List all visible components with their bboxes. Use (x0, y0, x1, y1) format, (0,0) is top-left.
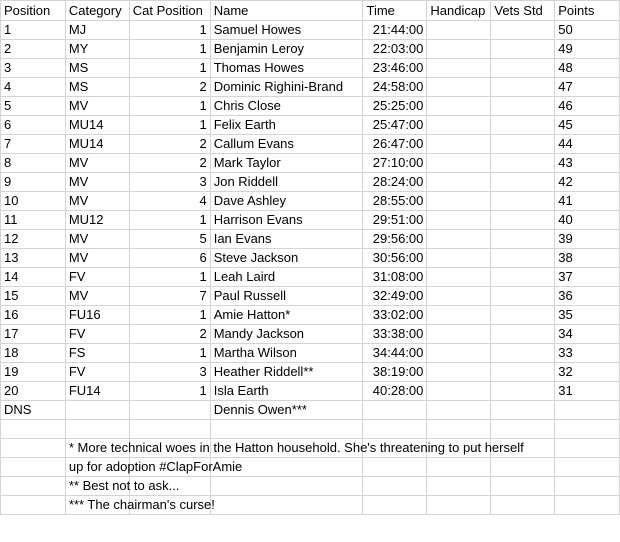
cell-cat-position[interactable]: 2 (129, 135, 210, 154)
cell-time[interactable]: 30:56:00 (363, 249, 427, 268)
cell-vets-std[interactable] (491, 363, 555, 382)
cell-cat-position[interactable]: 5 (129, 230, 210, 249)
cell-time[interactable]: 33:02:00 (363, 306, 427, 325)
table-row (1, 192, 620, 211)
cell-points[interactable]: 34 (555, 325, 620, 344)
cell-name[interactable]: Callum Evans (210, 135, 363, 154)
table-row (1, 21, 620, 40)
table-row (1, 306, 620, 325)
cell-category[interactable]: FV (65, 325, 129, 344)
cell-name[interactable]: Mark Taylor (210, 154, 363, 173)
table-row (1, 97, 620, 116)
cell-position[interactable]: 12 (1, 230, 66, 249)
cell-points[interactable]: 50 (555, 21, 620, 40)
cell-category[interactable]: MV (65, 230, 129, 249)
cell-position[interactable]: 8 (1, 154, 66, 173)
cell-handicap[interactable] (427, 382, 491, 401)
note-row (1, 496, 620, 515)
cell-position[interactable]: 13 (1, 249, 66, 268)
cell-points[interactable]: 36 (555, 287, 620, 306)
cell-cat-position[interactable]: 1 (129, 59, 210, 78)
cell-cat-position[interactable]: 1 (129, 382, 210, 401)
cell-points[interactable]: 47 (555, 78, 620, 97)
cell-time[interactable]: 33:38:00 (363, 325, 427, 344)
cell-name[interactable] (210, 477, 363, 496)
cell-vets-std[interactable] (491, 249, 555, 268)
cell-vets-std[interactable] (491, 420, 555, 439)
cell-points[interactable] (555, 458, 620, 477)
cell-category[interactable]: MU14 (65, 135, 129, 154)
note-row (1, 439, 620, 458)
cell-vets-std[interactable] (491, 287, 555, 306)
table-row (1, 40, 620, 59)
cell-time[interactable]: 26:47:00 (363, 135, 427, 154)
cell-handicap[interactable] (427, 59, 491, 78)
footnote-text: *** The chairman's curse! (68, 497, 215, 512)
cell-handicap[interactable] (427, 249, 491, 268)
cell-handicap[interactable] (427, 135, 491, 154)
table-row (1, 249, 620, 268)
cell-time[interactable]: 29:56:00 (363, 230, 427, 249)
cell-category[interactable]: MV (65, 154, 129, 173)
header-handicap[interactable]: Handicap (427, 1, 491, 21)
cell-cat-position[interactable]: 1 (129, 211, 210, 230)
cell-points[interactable]: 42 (555, 173, 620, 192)
cell-name[interactable] (210, 496, 363, 515)
cell-cat-position[interactable]: 1 (129, 306, 210, 325)
cell-cat-position[interactable]: 3 (129, 173, 210, 192)
cell-category[interactable]: MY (65, 40, 129, 59)
cell-handicap[interactable] (427, 344, 491, 363)
header-row (1, 1, 620, 21)
header-vets-std[interactable]: Vets Std (491, 1, 555, 21)
cell-category[interactable]: FS (65, 344, 129, 363)
header-name[interactable]: Name (210, 1, 363, 21)
cell-position[interactable]: 18 (1, 344, 66, 363)
cell-time[interactable] (363, 401, 427, 420)
blank-row (1, 420, 620, 439)
cell-handicap[interactable] (427, 173, 491, 192)
cell-vets-std[interactable] (491, 211, 555, 230)
cell-time[interactable] (363, 420, 427, 439)
cell-time[interactable]: 22:03:00 (363, 40, 427, 59)
cell-cat-position[interactable]: 6 (129, 249, 210, 268)
cell-points[interactable]: 41 (555, 192, 620, 211)
cell-cat-position[interactable]: 2 (129, 78, 210, 97)
cell-position[interactable]: 11 (1, 211, 66, 230)
cell-name[interactable] (210, 420, 363, 439)
cell-points[interactable]: 39 (555, 230, 620, 249)
cell-position[interactable] (1, 496, 66, 515)
cell-name[interactable]: Benjamin Leroy (210, 40, 363, 59)
cell-time[interactable]: 31:08:00 (363, 268, 427, 287)
cell-name[interactable]: Ian Evans (210, 230, 363, 249)
cell-handicap[interactable] (427, 420, 491, 439)
cell-vets-std[interactable] (491, 382, 555, 401)
cell-vets-std[interactable] (491, 78, 555, 97)
cell-handicap[interactable] (427, 268, 491, 287)
cell-name[interactable]: Mandy Jackson (210, 325, 363, 344)
cell-position[interactable]: 10 (1, 192, 66, 211)
cell-position[interactable]: 17 (1, 325, 66, 344)
cell-cat-position[interactable]: 2 (129, 325, 210, 344)
cell-category[interactable]: MS (65, 59, 129, 78)
cell-cat-position[interactable] (129, 420, 210, 439)
note-row (1, 477, 620, 496)
header-position[interactable]: Position (1, 1, 66, 21)
cell-points[interactable] (555, 420, 620, 439)
cell-points[interactable]: 48 (555, 59, 620, 78)
cell-position[interactable]: 4 (1, 78, 66, 97)
table-row (1, 211, 620, 230)
cell-category[interactable]: MS (65, 78, 129, 97)
cell-handicap[interactable] (427, 401, 491, 420)
cell-vets-std[interactable] (491, 268, 555, 287)
table-row (1, 154, 620, 173)
table-row (1, 344, 620, 363)
cell-category[interactable]: MU12 (65, 211, 129, 230)
cell-category[interactable]: FV (65, 268, 129, 287)
cell-vets-std[interactable] (491, 401, 555, 420)
cell-position[interactable] (1, 439, 66, 458)
cell-time[interactable]: 27:10:00 (363, 154, 427, 173)
cell-vets-std[interactable] (491, 116, 555, 135)
cell-time[interactable]: 28:24:00 (363, 173, 427, 192)
cell-category[interactable]: FU16 (65, 306, 129, 325)
cell-cat-position[interactable]: 1 (129, 97, 210, 116)
cell-name[interactable]: Dennis Owen*** (210, 401, 363, 420)
header-points[interactable]: Points (555, 1, 620, 21)
cell-handicap[interactable] (427, 154, 491, 173)
cell-handicap[interactable] (427, 40, 491, 59)
cell-time[interactable]: 21:44:00 (363, 21, 427, 40)
cell-position[interactable]: 2 (1, 40, 66, 59)
dns-row (1, 401, 620, 420)
table-row (1, 230, 620, 249)
cell-position[interactable] (1, 420, 66, 439)
cell-handicap[interactable] (427, 287, 491, 306)
cell-time[interactable] (363, 458, 427, 477)
cell-time[interactable]: 23:46:00 (363, 59, 427, 78)
footnote-text: * More technical woes in the Hatton household. She's threatening to put herself (68, 440, 524, 455)
cell-vets-std[interactable] (491, 97, 555, 116)
cell-name[interactable]: Jon Riddell (210, 173, 363, 192)
cell-points[interactable]: 38 (555, 249, 620, 268)
cell-position[interactable] (1, 458, 66, 477)
cell-vets-std[interactable] (491, 135, 555, 154)
cell-vets-std[interactable] (491, 40, 555, 59)
cell-vets-std[interactable] (491, 325, 555, 344)
cell-handicap[interactable] (427, 116, 491, 135)
cell-handicap[interactable] (427, 325, 491, 344)
cell-category[interactable] (65, 439, 524, 458)
cell-position[interactable] (1, 477, 66, 496)
cell-points[interactable] (555, 401, 620, 420)
cell-handicap[interactable] (427, 458, 491, 477)
cell-handicap[interactable] (427, 306, 491, 325)
cell-time[interactable]: 29:51:00 (363, 211, 427, 230)
cell-vets-std[interactable] (491, 306, 555, 325)
cell-handicap[interactable] (427, 97, 491, 116)
cell-position[interactable]: 1 (1, 21, 66, 40)
cell-category[interactable]: MJ (65, 21, 129, 40)
cell-vets-std[interactable] (491, 59, 555, 78)
cell-points[interactable]: 31 (555, 382, 620, 401)
header-cat-position[interactable]: Cat Position (129, 1, 210, 21)
cell-position[interactable]: 14 (1, 268, 66, 287)
cell-handicap[interactable] (427, 477, 491, 496)
cell-position[interactable]: DNS (1, 401, 66, 420)
cell-cat-position[interactable]: 4 (129, 192, 210, 211)
table-row (1, 78, 620, 97)
cell-name[interactable]: Thomas Howes (210, 59, 363, 78)
table-row (1, 135, 620, 154)
cell-cat-position[interactable]: 1 (129, 40, 210, 59)
table-row (1, 268, 620, 287)
cell-vets-std[interactable] (491, 192, 555, 211)
cell-category[interactable]: FU14 (65, 382, 129, 401)
cell-category[interactable] (65, 458, 243, 477)
header-time[interactable]: Time (363, 1, 427, 21)
cell-position[interactable]: 9 (1, 173, 66, 192)
cell-category[interactable]: MV (65, 287, 129, 306)
cell-category[interactable]: MV (65, 249, 129, 268)
cell-position[interactable]: 6 (1, 116, 66, 135)
table-row (1, 59, 620, 78)
table-row (1, 325, 620, 344)
cell-cat-position[interactable]: 1 (129, 344, 210, 363)
cell-name[interactable]: Felix Earth (210, 116, 363, 135)
cell-handicap[interactable] (427, 192, 491, 211)
table-row (1, 173, 620, 192)
cell-position[interactable]: 20 (1, 382, 66, 401)
cell-name[interactable]: Heather Riddell** (210, 363, 363, 382)
cell-points[interactable]: 33 (555, 344, 620, 363)
note-row (1, 458, 620, 477)
cell-points[interactable]: 49 (555, 40, 620, 59)
table-row (1, 287, 620, 306)
cell-handicap[interactable] (427, 363, 491, 382)
cell-points[interactable] (555, 477, 620, 496)
cell-name[interactable]: Steve Jackson (210, 249, 363, 268)
cell-points[interactable]: 45 (555, 116, 620, 135)
cell-handicap[interactable] (427, 211, 491, 230)
cell-points[interactable]: 35 (555, 306, 620, 325)
table-row (1, 363, 620, 382)
cell-category[interactable] (65, 477, 180, 496)
cell-vets-std[interactable] (491, 458, 555, 477)
cell-time[interactable] (363, 477, 427, 496)
cell-cat-position[interactable]: 1 (129, 268, 210, 287)
cell-handicap[interactable] (427, 230, 491, 249)
cell-vets-std[interactable] (491, 173, 555, 192)
cell-position[interactable]: 15 (1, 287, 66, 306)
cell-handicap[interactable] (427, 78, 491, 97)
cell-category[interactable]: MV (65, 173, 129, 192)
cell-vets-std[interactable] (491, 477, 555, 496)
cell-points[interactable]: 43 (555, 154, 620, 173)
table-row (1, 116, 620, 135)
cell-vets-std[interactable] (491, 496, 555, 515)
cell-time[interactable]: 40:28:00 (363, 382, 427, 401)
cell-vets-std[interactable] (491, 154, 555, 173)
cell-time[interactable] (363, 496, 427, 515)
cell-category[interactable]: MV (65, 97, 129, 116)
cell-points[interactable] (555, 496, 620, 515)
cell-cat-position[interactable]: 7 (129, 287, 210, 306)
cell-points[interactable]: 37 (555, 268, 620, 287)
cell-time[interactable]: 34:44:00 (363, 344, 427, 363)
table-row (1, 382, 620, 401)
footnote-text: up for adoption #ClapForAmie (68, 459, 243, 474)
cell-points[interactable]: 32 (555, 363, 620, 382)
cell-name[interactable]: Harrison Evans (210, 211, 363, 230)
cell-cat-position[interactable] (129, 401, 210, 420)
cell-category[interactable]: FV (65, 363, 129, 382)
cell-name[interactable]: Dominic Righini-Brand (210, 78, 363, 97)
cell-name[interactable]: Leah Laird (210, 268, 363, 287)
cell-cat-position[interactable]: 3 (129, 363, 210, 382)
cell-position[interactable]: 7 (1, 135, 66, 154)
cell-points[interactable]: 46 (555, 97, 620, 116)
header-category[interactable]: Category (65, 1, 129, 21)
cell-name[interactable]: Dave Ashley (210, 192, 363, 211)
cell-position[interactable]: 19 (1, 363, 66, 382)
cell-time[interactable]: 28:55:00 (363, 192, 427, 211)
cell-name[interactable]: Paul Russell (210, 287, 363, 306)
cell-time[interactable]: 25:25:00 (363, 97, 427, 116)
cell-points[interactable]: 40 (555, 211, 620, 230)
cell-cat-position[interactable]: 1 (129, 21, 210, 40)
cell-time[interactable]: 32:49:00 (363, 287, 427, 306)
cell-handicap[interactable] (427, 496, 491, 515)
cell-points[interactable] (555, 439, 620, 458)
cell-vets-std[interactable] (491, 21, 555, 40)
cell-cat-position[interactable]: 2 (129, 154, 210, 173)
cell-time[interactable]: 38:19:00 (363, 363, 427, 382)
cell-category[interactable] (65, 401, 129, 420)
cell-vets-std[interactable] (491, 344, 555, 363)
cell-name[interactable]: Isla Earth (210, 382, 363, 401)
cell-handicap[interactable] (427, 21, 491, 40)
cell-points[interactable]: 44 (555, 135, 620, 154)
cell-time[interactable]: 25:47:00 (363, 116, 427, 135)
cell-position[interactable]: 3 (1, 59, 66, 78)
cell-position[interactable]: 5 (1, 97, 66, 116)
cell-category[interactable] (65, 420, 129, 439)
cell-position[interactable]: 16 (1, 306, 66, 325)
cell-name[interactable]: Amie Hatton* (210, 306, 363, 325)
cell-cat-position[interactable]: 1 (129, 116, 210, 135)
cell-category[interactable]: MU14 (65, 116, 129, 135)
cell-name[interactable]: Samuel Howes (210, 21, 363, 40)
cell-category[interactable] (65, 496, 215, 515)
cell-vets-std[interactable] (491, 230, 555, 249)
cell-category[interactable]: MV (65, 192, 129, 211)
cell-time[interactable]: 24:58:00 (363, 78, 427, 97)
footnote-text: ** Best not to ask... (68, 478, 180, 493)
cell-name[interactable]: Martha Wilson (210, 344, 363, 363)
cell-name[interactable]: Chris Close (210, 97, 363, 116)
